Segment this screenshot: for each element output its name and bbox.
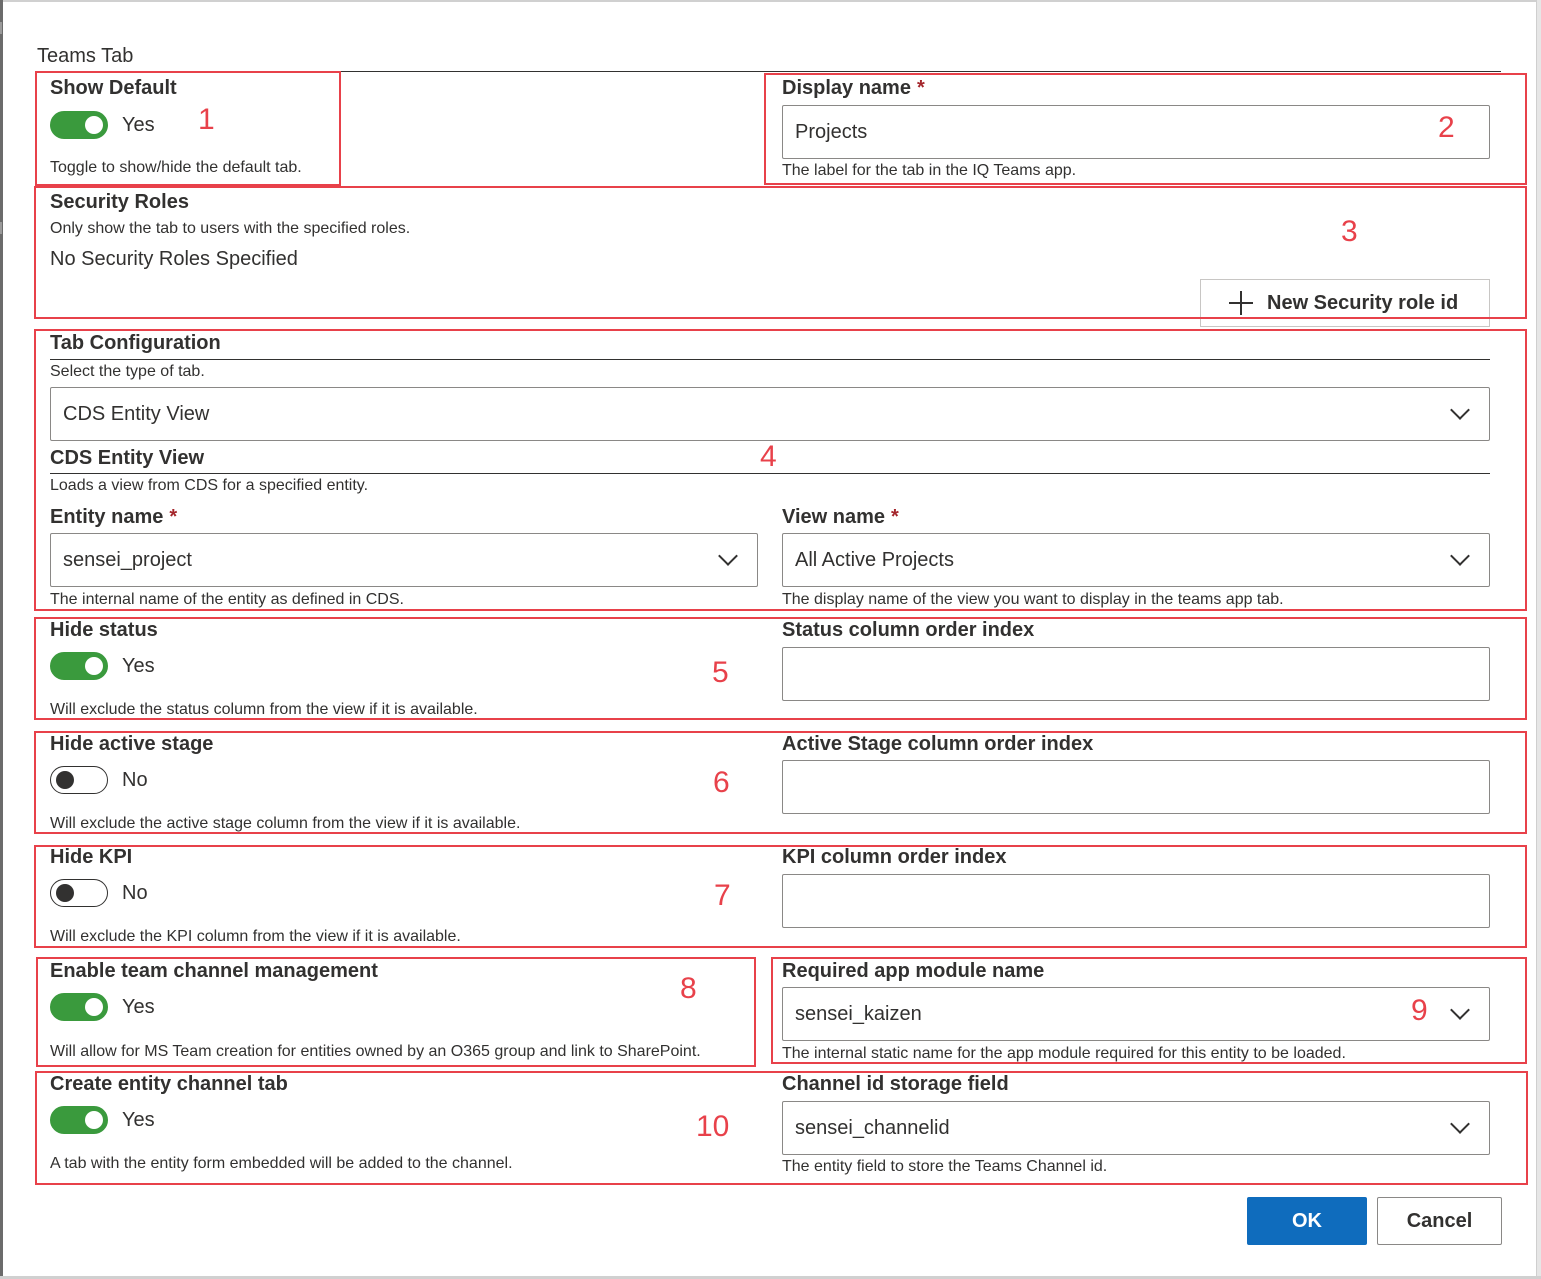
active-stage-order-label: Active Stage column order index (782, 733, 1094, 755)
annotation-number-8: 8 (680, 972, 697, 1005)
view-name-desc: The display name of the view you want to display in the teams app tab. (782, 591, 1284, 608)
entity-name-label: Entity name * (50, 506, 178, 528)
required-mark: * (916, 77, 925, 99)
hide-kpi-state: No (122, 882, 148, 904)
annotation-number-2: 2 (1438, 111, 1455, 144)
security-roles-empty: No Security Roles Specified (50, 248, 298, 270)
team-channel-mgmt-state: Yes (122, 996, 155, 1018)
hide-kpi-desc: Will exclude the KPI column from the view if it is available. (50, 928, 461, 945)
annotation-number-9: 9 (1411, 994, 1428, 1027)
dialog-title: Teams Tab (37, 45, 134, 67)
cancel-button[interactable]: Cancel (1377, 1197, 1502, 1245)
annotation-number-1: 1 (198, 103, 215, 136)
hide-status-desc: Will exclude the status column from the view if it is available. (50, 701, 478, 718)
tab-type-value: CDS Entity View (63, 402, 210, 425)
tab-config-desc: Select the type of tab. (50, 363, 205, 380)
show-default-label: Show Default (50, 77, 177, 99)
hide-status-label: Hide status (50, 619, 158, 641)
view-name-label: View name * (782, 506, 899, 528)
display-name-label: Display name * (782, 77, 925, 99)
hide-active-stage-state: No (122, 769, 148, 791)
view-name-value: All Active Projects (795, 548, 954, 571)
hide-status-state: Yes (122, 655, 155, 677)
annotation-box-3 (34, 186, 1527, 319)
annotation-box-7 (34, 845, 1527, 948)
annotation-box-6 (34, 731, 1527, 834)
cds-entity-view-label: CDS Entity View (50, 447, 205, 469)
team-channel-mgmt-label: Enable team channel management (50, 960, 378, 982)
window-right-edge (1536, 0, 1541, 1279)
background-tick (0, 222, 2, 234)
entity-name-desc: The internal name of the entity as defined in CDS. (50, 591, 404, 608)
annotation-box-2 (764, 73, 1527, 185)
app-module-value: sensei_kaizen (795, 1002, 922, 1025)
annotation-box-5 (34, 617, 1527, 720)
channel-id-field-label: Channel id storage field (782, 1073, 1009, 1095)
hide-active-stage-desc: Will exclude the active stage column from the view if it is available. (50, 815, 521, 832)
ok-button[interactable]: OK (1247, 1197, 1367, 1245)
kpi-order-label: KPI column order index (782, 846, 1007, 868)
display-name-desc: The label for the tab in the IQ Teams app. (782, 162, 1077, 179)
channel-id-field-desc: The entity field to store the Teams Channel id. (782, 1158, 1108, 1175)
team-channel-mgmt-desc: Will allow for MS Team creation for entities owned by an O365 group and link to SharePoint. (50, 1043, 701, 1060)
new-security-role-label: New Security role id (1267, 291, 1459, 314)
annotation-box-4 (34, 329, 1527, 611)
entity-name-value: sensei_project (63, 548, 192, 571)
annotation-number-4: 4 (760, 440, 777, 473)
status-order-label: Status column order index (782, 619, 1035, 641)
annotation-number-5: 5 (712, 656, 729, 689)
annotation-box-10 (35, 1071, 1528, 1185)
cds-entity-view-desc: Loads a view from CDS for a specified entity. (50, 477, 369, 494)
annotation-number-3: 3 (1341, 215, 1358, 248)
show-default-state: Yes (122, 114, 155, 136)
required-mark: * (891, 506, 899, 528)
security-roles-desc: Only show the tab to users with the specified roles. (50, 220, 411, 237)
app-module-desc: The internal static name for the app module required for this entity to be loaded. (782, 1045, 1346, 1062)
required-mark: * (169, 506, 178, 528)
channel-id-field-value: sensei_channelid (795, 1116, 950, 1139)
show-default-desc: Toggle to show/hide the default tab. (50, 159, 302, 176)
hide-active-stage-label: Hide active stage (50, 733, 214, 755)
annotation-number-10: 10 (696, 1110, 730, 1143)
window-top-edge (0, 0, 1541, 2)
annotation-number-6: 6 (713, 766, 730, 799)
window-left-edge (0, 0, 3, 1279)
hide-kpi-label: Hide KPI (50, 846, 133, 868)
app-module-label: Required app module name (782, 960, 1045, 982)
security-roles-label: Security Roles (50, 191, 189, 213)
entity-channel-tab-desc: A tab with the entity form embedded will be added to the channel. (50, 1155, 513, 1172)
tab-config-label: Tab Configuration (50, 332, 221, 354)
annotation-box-1 (35, 71, 341, 186)
entity-channel-tab-label: Create entity channel tab (50, 1073, 288, 1095)
background-tick (0, 22, 2, 34)
entity-channel-tab-state: Yes (122, 1109, 155, 1131)
annotation-box-8 (36, 957, 756, 1067)
annotation-number-7: 7 (714, 879, 731, 912)
